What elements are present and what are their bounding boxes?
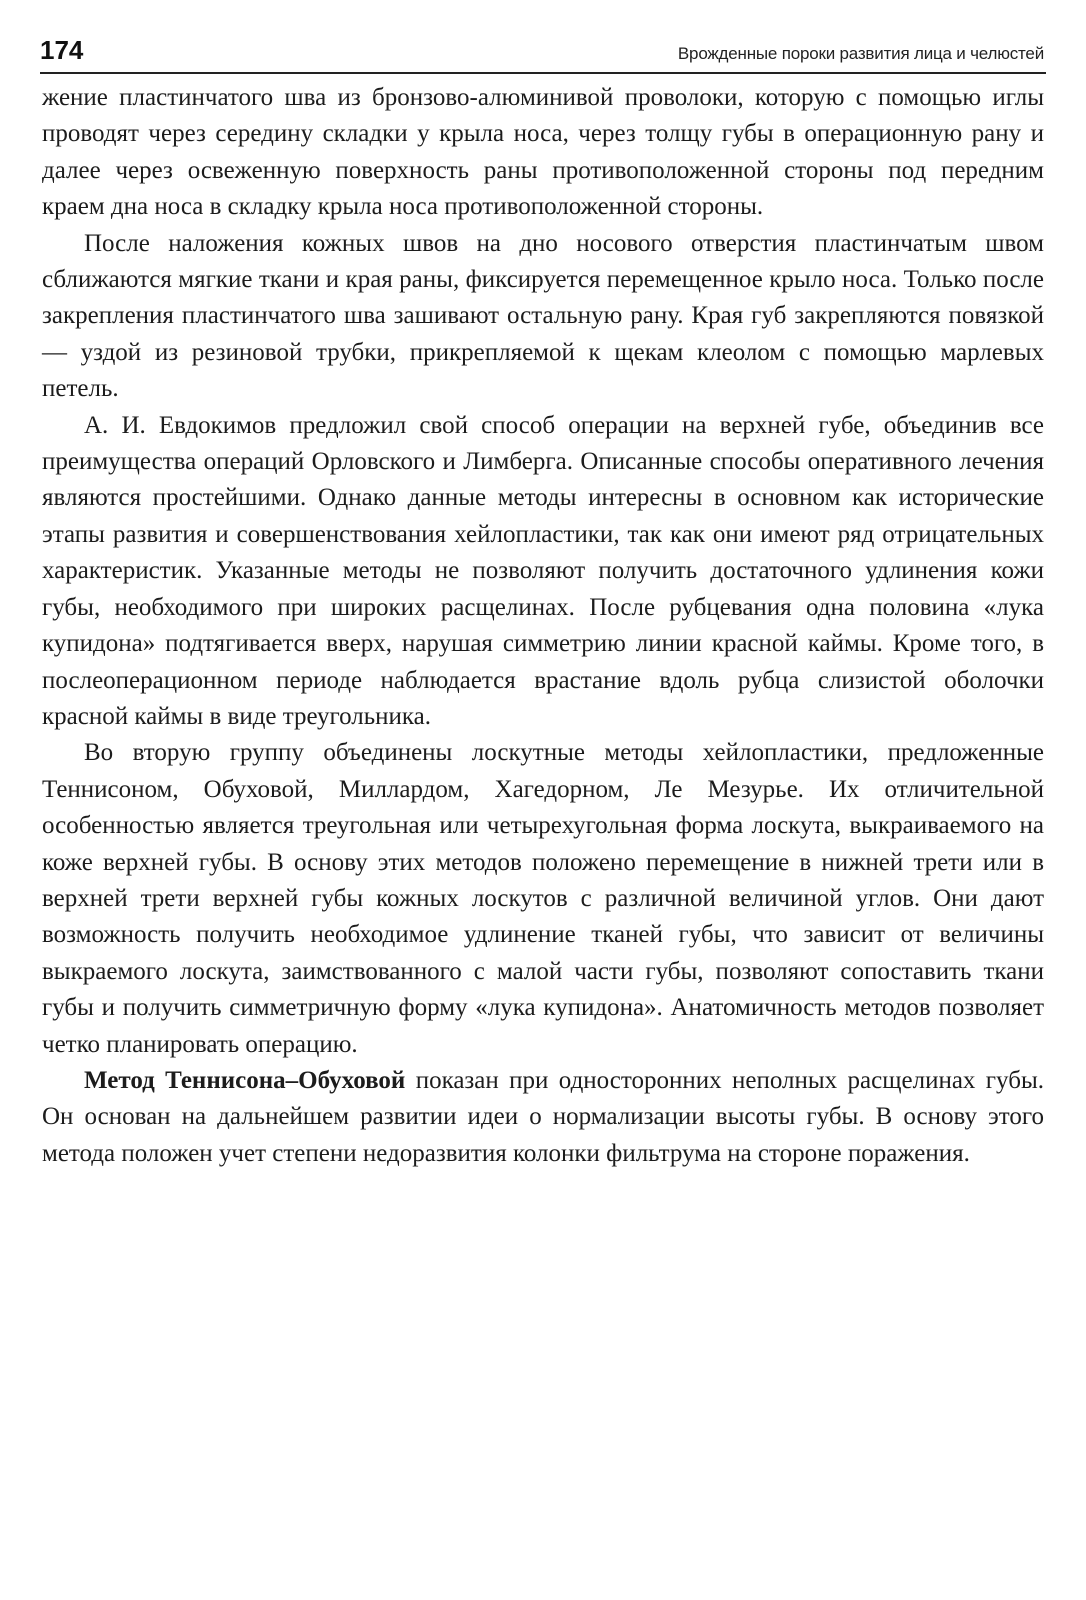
paragraph: После наложения кожных швов на дно носового отверстия пластинчатым швом сближаются мягкие ткани и края раны, фиксируется перемещенное крыло носа. Только после закрепления пластинчатого шва зашивают остальную рану. Края губ закрепляются повязкой — уздой из резиновой трубки, прикрепляемой к щекам клеолом с помощью марлевых петель.	[42, 229, 1044, 403]
method-heading: Метод Теннисона–Обуховой	[84, 1066, 406, 1094]
paragraph-method	[42, 1063, 1044, 1172]
paragraph: Во вторую группу объединены лоскутные методы хейлопластики, предложенные Теннисоном, Обуховой, Миллардом, Хагедорном, Ле Мезурье. Их отличительной особенностью является треугольная или четырехугольная форма лоскута, выкраиваемого на коже верхней губы. В основу этих методов положено перемещение в нижней трети или в верхней трети верхней губы кожных лоскутов с различной величиной углов. Они дают возможность получить необходимое удлинение тканей губы, что зависит от величины выкраемого лоскута, заимствованного с малой части губы, позволяют сопоставить ткани губы и получить симметричную форму «лука купидона». Анатомичность методов позволяет четко планировать операцию.	[42, 739, 1044, 1058]
running-head: Врожденные пороки развития лица и челюстей	[677, 44, 1044, 63]
paragraph: А. И. Евдокимов предложил свой способ операции на верхней губе, объединив все преимущества операций Орловского и Лимберга. Описанные способы оперативного лечения являются простейшими. Однако данные методы интересны в основном как исторические этапы развития и совершенствования хейлопластики, так как они имеют ряд отрицательных характеристик. Указанные методы не позволяют получить достаточного удлинения кожи губы, необходимого при широких расщелинах. После рубцевания одна половина «лука купидона» подтягивается вверх, нарушая симметрию линии красной каймы. Кроме того, в послеоперационном периоде наблюдается врастание вдоль рубца слизистой оболочки красной каймы в виде треугольника.	[42, 411, 1044, 730]
paragraph-continuation: жение пластинчатого шва из бронзово-алюминивой проволоки, которую с помощью иглы проводят через середину складки у крыла носа, через толщу губы в операционную рану и далее через освеженную поверхность раны противоположенной стороны под передним краем дна носа в складку крыла носа противоположенной стороны.	[42, 84, 1044, 221]
body-text	[42, 80, 1044, 1172]
method-text: показан при односторонних неполных расщелинах губы. Он основан на дальнейшем развитии идеи о нормализации высоты губы. В основу этого метода положен учет степени недоразвития колонки фильтрума на стороне поражения.	[42, 1066, 1044, 1167]
page-number: 174	[40, 35, 84, 65]
page-header	[40, 34, 1046, 74]
